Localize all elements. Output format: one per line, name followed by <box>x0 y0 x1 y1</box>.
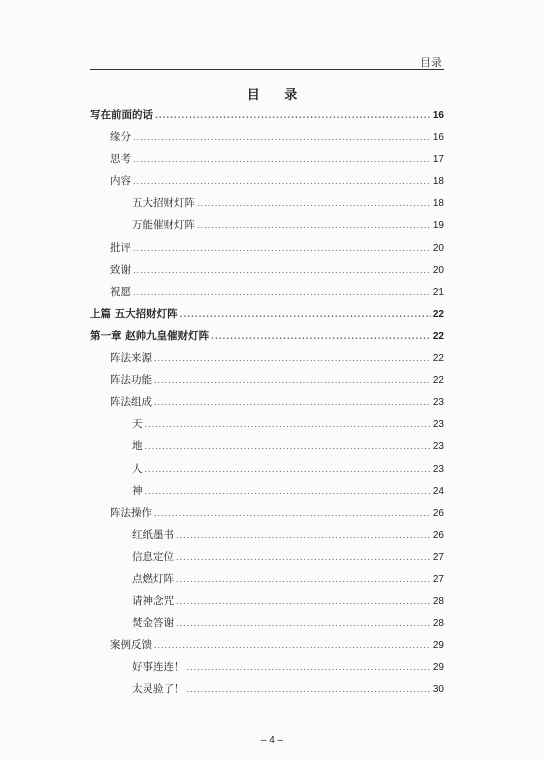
toc-entry-page: 20 <box>432 264 444 276</box>
toc-entry[interactable] <box>90 394 444 416</box>
toc-entry-page: 24 <box>432 485 444 497</box>
dot-leader <box>187 685 431 694</box>
table-of-contents <box>90 107 444 704</box>
toc-entry-page: 29 <box>432 640 444 652</box>
toc-entry[interactable] <box>90 438 444 460</box>
toc-entry-title: 地 <box>132 440 143 453</box>
toc-entry-title: 阵法来源 <box>110 352 152 365</box>
toc-entry-title: 写在前面的话 <box>90 109 153 121</box>
toc-entry-page: 29 <box>432 662 444 674</box>
dot-leader <box>176 553 431 562</box>
dot-leader <box>145 420 431 429</box>
toc-entry-title: 内容 <box>110 175 131 188</box>
toc-entry[interactable] <box>90 350 444 372</box>
toc-entry[interactable] <box>90 505 444 527</box>
toc-entry-title: 致谢 <box>110 263 131 276</box>
dot-leader <box>154 354 431 363</box>
toc-entry[interactable] <box>90 483 444 505</box>
dot-leader <box>211 331 431 341</box>
toc-title: 目 录 <box>246 88 308 103</box>
toc-entry-title: 焚金答谢 <box>132 617 174 630</box>
toc-entry-page: 23 <box>432 419 444 431</box>
dot-leader <box>197 199 431 208</box>
toc-entry[interactable] <box>90 217 444 239</box>
toc-entry-title: 神 <box>132 484 143 497</box>
toc-entry-title: 缘分 <box>110 131 131 144</box>
toc-entry-title: 案例反馈 <box>110 639 152 652</box>
header-divider <box>90 69 444 70</box>
dot-leader <box>133 133 431 142</box>
dot-leader <box>133 177 431 186</box>
dot-leader <box>145 465 431 474</box>
dot-leader <box>176 619 431 628</box>
dot-leader <box>145 487 431 496</box>
toc-entry-title: 五大招财灯阵 <box>132 197 195 210</box>
toc-entry-title: 第一章 赵帅九皇催财灯阵 <box>90 329 210 342</box>
toc-entry-page: 19 <box>432 220 444 232</box>
dot-leader <box>187 663 431 672</box>
toc-entry[interactable] <box>90 461 444 483</box>
toc-entry[interactable] <box>90 262 444 284</box>
toc-entry-page: 22 <box>432 375 444 387</box>
toc-entry[interactable] <box>90 549 444 571</box>
toc-entry-page: 27 <box>432 551 444 563</box>
dot-leader <box>133 244 431 253</box>
toc-entry-page: 22 <box>432 308 444 320</box>
toc-entry-title: 阵法操作 <box>110 506 152 519</box>
toc-entry-page: 28 <box>432 596 444 608</box>
dot-leader <box>154 509 431 518</box>
dot-leader <box>197 221 431 230</box>
toc-entry-title: 信息定位 <box>132 550 174 563</box>
toc-entry-page: 17 <box>432 154 444 166</box>
dot-leader <box>154 376 431 385</box>
toc-entry-title: 点燃灯阵 <box>132 572 174 585</box>
toc-entry-title: 祝愿 <box>110 285 131 298</box>
toc-entry-page: 18 <box>432 198 444 210</box>
dot-leader <box>176 597 431 606</box>
toc-entry-page: 23 <box>432 441 444 453</box>
toc-entry-page: 20 <box>432 242 444 254</box>
toc-entry-title: 阵法功能 <box>110 374 152 387</box>
toc-entry-title: 红纸墨书 <box>132 528 174 541</box>
toc-entry[interactable] <box>90 107 444 129</box>
toc-entry[interactable] <box>90 615 444 637</box>
page-number: – 4 – <box>260 735 284 746</box>
toc-entry-title: 好事连连！ <box>132 661 185 674</box>
toc-entry[interactable] <box>90 129 444 151</box>
toc-entry-title: 天 <box>132 418 143 431</box>
toc-entry-title: 人 <box>132 462 143 475</box>
toc-entry-page: 30 <box>432 684 444 696</box>
dot-leader <box>133 155 431 164</box>
dot-leader <box>154 641 431 650</box>
toc-entry[interactable] <box>90 173 444 195</box>
toc-entry-title: 阵法组成 <box>110 396 152 409</box>
toc-entry-page: 27 <box>432 573 444 585</box>
dot-leader <box>176 531 431 540</box>
toc-entry[interactable] <box>90 284 444 306</box>
dot-leader <box>154 398 431 407</box>
toc-entry-page: 28 <box>432 618 444 630</box>
dot-leader <box>155 110 431 120</box>
toc-entry-page: 16 <box>432 132 444 144</box>
toc-entry[interactable] <box>90 593 444 615</box>
toc-entry[interactable] <box>90 151 444 173</box>
toc-entry[interactable] <box>90 306 444 328</box>
toc-entry-title: 万能催财灯阵 <box>132 219 195 232</box>
toc-entry-title: 请神念咒 <box>132 595 174 608</box>
dot-leader <box>133 266 431 275</box>
toc-entry-title: 上篇 五大招财灯阵 <box>90 307 178 320</box>
toc-entry[interactable] <box>90 240 444 262</box>
toc-entry[interactable] <box>90 527 444 549</box>
toc-entry[interactable] <box>90 195 444 217</box>
toc-entry[interactable] <box>90 571 444 593</box>
running-header: 目录 <box>420 56 442 69</box>
toc-entry-page: 21 <box>432 286 444 298</box>
toc-entry-page: 22 <box>432 330 444 342</box>
dot-leader <box>176 575 431 584</box>
dot-leader <box>180 309 431 319</box>
toc-entry-page: 26 <box>432 507 444 519</box>
toc-entry-page: 26 <box>432 529 444 541</box>
dot-leader <box>145 442 431 451</box>
toc-entry-title: 太灵验了！ <box>132 683 185 696</box>
toc-entry[interactable] <box>90 659 444 681</box>
toc-entry-page: 23 <box>432 397 444 409</box>
toc-entry[interactable] <box>90 416 444 438</box>
toc-entry[interactable] <box>90 328 444 350</box>
toc-entry[interactable] <box>90 681 444 703</box>
dot-leader <box>133 288 431 297</box>
toc-entry-page: 18 <box>432 176 444 188</box>
toc-entry-title: 思考 <box>110 153 131 166</box>
toc-entry-page: 23 <box>432 463 444 475</box>
toc-entry-page: 22 <box>432 353 444 365</box>
toc-entry[interactable] <box>90 372 444 394</box>
toc-entry-page: 16 <box>432 110 444 121</box>
toc-entry-title: 批评 <box>110 241 131 254</box>
toc-entry[interactable] <box>90 637 444 659</box>
